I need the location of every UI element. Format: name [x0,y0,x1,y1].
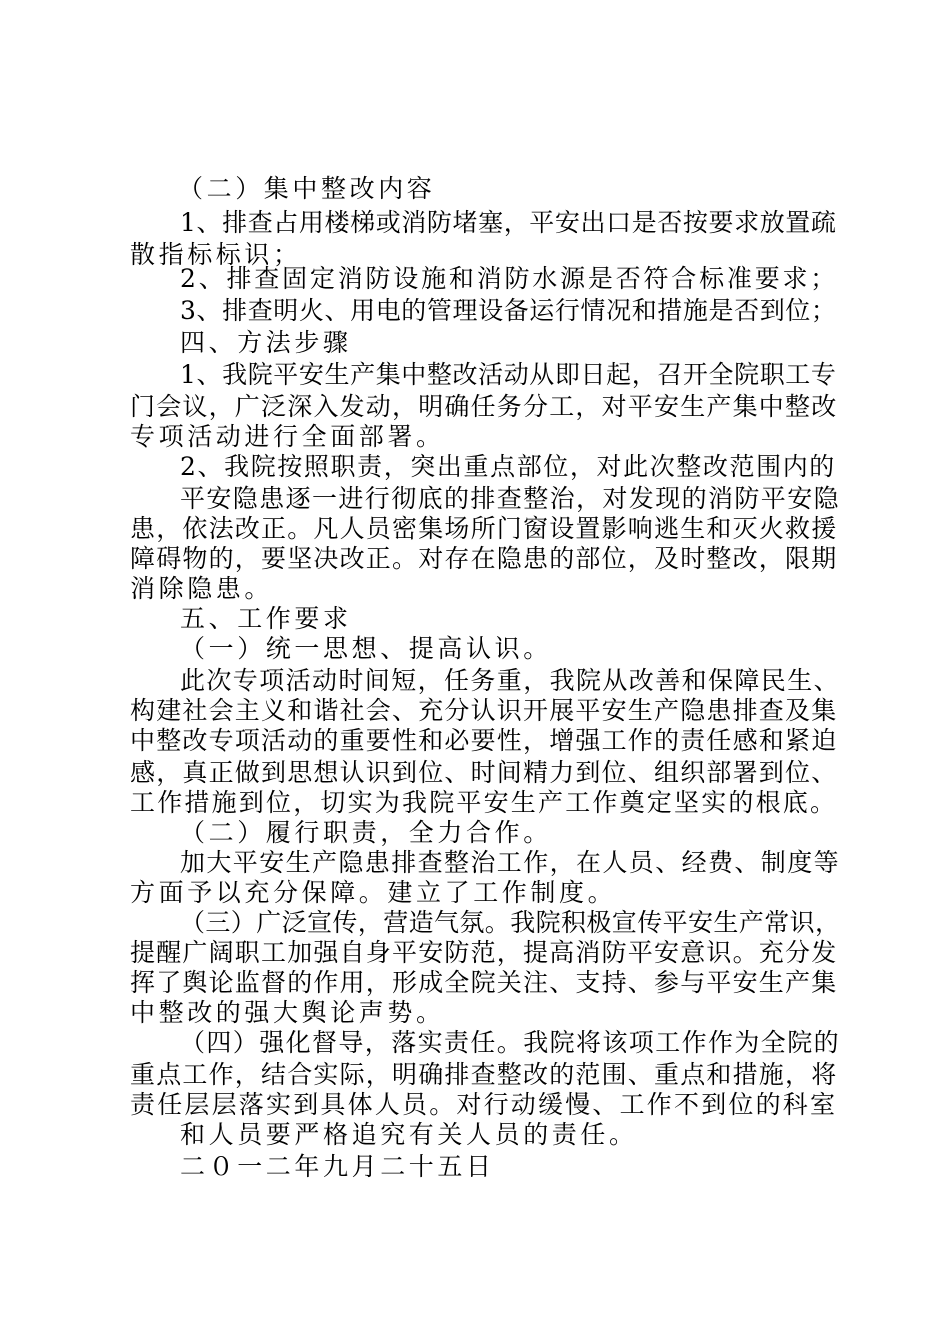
paragraph-line: 重点工作，结合实际，明确排查整改的范围、重点和措施，将 [130,1060,838,1089]
paragraph-line: 门会议，广泛深入发动，明确任务分工，对平安生产集中整改 [130,392,838,421]
paragraph-line: （四）强化督导，落实责任。我院将该项工作作为全院的 [180,1028,841,1057]
paragraph-line: 专项活动进行全面部署。 [130,422,445,451]
paragraph-line: 方面予以充分保障。建立了工作制度。 [130,878,617,907]
paragraph-line: 加大平安生产隐患排查整治工作，在人员、经费、制度等 [180,848,841,877]
paragraph-line: 障碍物的，要坚决改正。对存在隐患的部位，及时整改，限期 [130,544,838,573]
subheading: （二）履行职责，全力合作。 [180,818,552,847]
paragraph-line: 1、我院平安生产集中整改活动从即日起，召开全院职工专 [180,360,837,389]
paragraph-line: 3、排查明火、用电的管理设备运行情况和措施是否到位； [180,296,837,325]
section-heading-5: 五、工作要求 [180,604,352,633]
paragraph-line: 消除隐患。 [130,574,274,603]
paragraph-line: 和人员要严格追究有关人员的责任。 [180,1120,638,1149]
paragraph-line: 工作措施到位，切实为我院平安生产工作奠定坚实的根底。 [130,788,838,817]
subheading: （一）统一思想、提高认识。 [180,634,552,663]
paragraph-line: 责任层层落实到具体人员。对行动缓慢、工作不到位的科室 [130,1090,838,1119]
paragraph-line: 提醒广阔职工加强自身平安防范，提高消防平安意识。充分发 [130,938,838,967]
paragraph-line: 散指标标识； [130,240,302,269]
paragraph-line: 患，依法改正。凡人员密集场所门窗设置影响逃生和灭火救援 [130,514,838,543]
document-date: 二０一二年九月二十五日 [180,1152,495,1181]
paragraph-line: 感，真正做到思想认识到位、时间精力到位、组织部署到位、 [130,758,838,787]
paragraph-line: 1、排查占用楼梯或消防堵塞，平安出口是否按要求放置疏 [180,208,837,237]
paragraph-line: 中整改的强大舆论声势。 [130,998,445,1027]
paragraph-line: 挥了舆论监督的作用，形成全院关注、支持、参与平安生产集 [130,968,838,997]
paragraph-line: （三）广泛宣传，营造气氛。我院积极宣传平安生产常识， [180,908,841,937]
section-heading-2: （二）集中整改内容 [178,174,436,203]
paragraph-line: 2、我院按照职责，突出重点部位，对此次整改范围内的 [180,452,836,481]
paragraph-line: 此次专项活动时间短，任务重，我院从改善和保障民生、 [180,666,841,695]
section-heading-4: 四、方法步骤 [180,328,352,357]
paragraph-line: 构建社会主义和谐社会、充分认识开展平安生产隐患排查及集 [130,696,838,725]
paragraph-line: 中整改专项活动的重要性和必要性，增强工作的责任感和紧迫 [130,726,838,755]
paragraph-line: 2、排查固定消防设施和消防水源是否符合标准要求； [180,264,839,293]
paragraph-line: 平安隐患逐一进行彻底的排查整治，对发现的消防平安隐 [180,484,841,513]
